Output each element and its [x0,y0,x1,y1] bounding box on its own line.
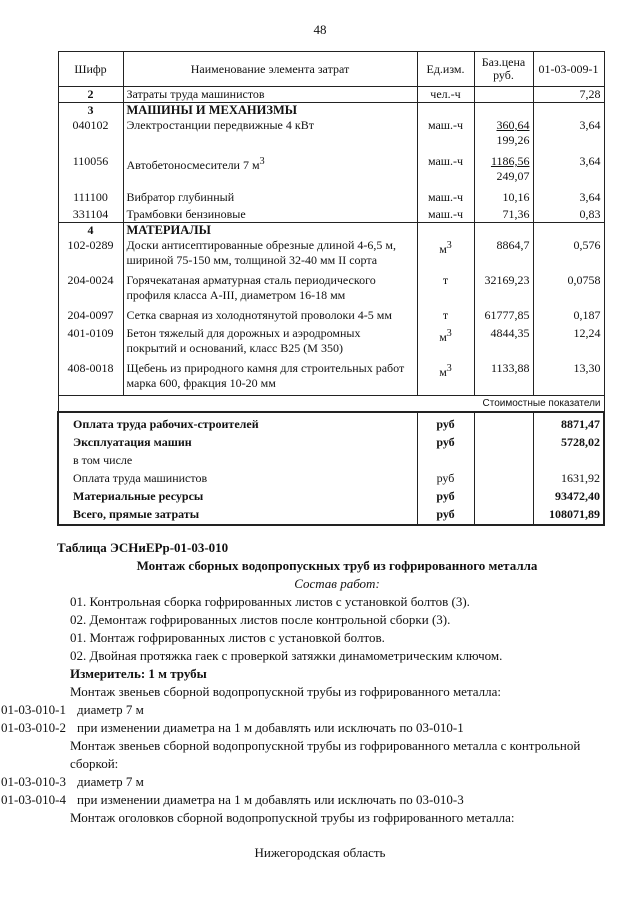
row-code: 111100 [58,184,123,205]
header-unit: Ед.изм. [417,52,474,87]
group-heading: Монтаж звеньев сборной водопропускной трубы из гофрированного металла с контрольной сборкой: [70,738,581,771]
row-code: 102-0289 [58,238,123,268]
row-name-sup: 3 [259,156,265,167]
summary-unit: руб [417,432,474,450]
cost-table [57,51,605,526]
row-name: Щебень из природного камня для строительных работ марка 600, фракция 10-20 мм [123,356,417,396]
row-unit-sup: 3 [446,328,452,339]
row-price: 10,16 [474,184,533,205]
item-text: диаметр 7 м [77,702,144,717]
page-footer: Нижегородская область [254,845,386,860]
table-row [58,238,604,268]
summary-row [58,468,604,486]
header-name: Наименование элемента затрат [123,52,417,87]
work-item: 01. Контрольная сборка гофрированных листов с установкой болтов (3). [70,594,470,609]
table-row [58,356,604,396]
row-code: 110056 [58,148,123,184]
row-price: 32169,23 [474,268,533,303]
row-code: 2 [58,87,123,103]
item-code: 01-03-010-1 [1,702,66,717]
row-price: 71,36 [474,205,533,223]
row-unit [417,323,474,356]
item-code: 01-03-010-2 [1,720,66,735]
row-value: 12,24 [533,323,604,356]
table-row [58,118,604,148]
summary-unit: руб [417,468,474,486]
table-number-title: Таблица ЭСНиЕРр-01-03-010 [57,540,229,555]
row-price: 4844,35 [474,323,533,356]
row-code: 3 [58,103,123,119]
table-row [58,323,604,356]
row-price [474,148,533,184]
summary-row [58,486,604,504]
section-title: МАШИНЫ И МЕХАНИЗМЫ [123,103,417,119]
row-unit: маш.-ч [417,148,474,184]
page-number: 48 [313,22,327,37]
work-item: 01. Монтаж гофрированных листов с установкой болтов. [70,630,385,645]
row-price [474,87,533,103]
row-price-main: 1186,56 [490,154,530,168]
summary-unit: руб [417,504,474,525]
item-code: 01-03-010-3 [1,774,66,789]
row-unit: т [417,268,474,303]
row-name: Трамбовки бензиновые [123,205,417,223]
summary-value: 93472,40 [533,486,604,504]
row-value: 0,83 [533,205,604,223]
summary-value: 1631,92 [533,468,604,486]
table-row [58,205,604,223]
row-value: 7,28 [533,87,604,103]
summary-name: Эксплуатация машин [58,432,417,450]
row-unit-sup: 3 [446,363,452,374]
summary-value: 8871,47 [533,412,604,432]
summary-name: Всего, прямые затраты [58,504,417,525]
row-unit: маш.-ч [417,184,474,205]
row-code: 4 [58,223,123,239]
header-value: 01-03-009-1 [533,52,604,87]
row-price: 61777,85 [474,303,533,323]
summary-value: 5728,02 [533,432,604,450]
code-item [1,701,617,719]
header-price [474,52,533,87]
code-item [1,791,617,809]
summary-name: Оплата труда машинистов [58,468,417,486]
summary-row [58,450,604,468]
code-item [1,773,617,791]
summary-name: Оплата труда рабочих-строителей [58,412,417,432]
row-name: Затраты труда машинистов [123,87,417,103]
code-item [1,719,617,737]
row-name: Доски антисептированные обрезные длиной 4-6,5 м, шириной 75-150 мм, толщиной 32-40 мм II сорта [123,238,417,268]
summary-row [58,412,604,432]
group-heading: Монтаж оголовков сборной водопропускной трубы из гофрированного металла: [70,810,515,825]
table-row [58,184,604,205]
header-price-line2: руб. [493,68,514,82]
section-row [58,223,604,239]
row-name: Бетон тяжелый для дорожных и аэродромных покрытий и оснований, класс B25 (М 350) [123,323,417,356]
section2 [1,539,617,827]
row-unit-text: м [439,242,447,256]
row-unit-text: м [439,365,447,379]
row-value: 13,30 [533,356,604,396]
row-name-text: Автобетоносмесители 7 м [126,158,260,172]
row-name: Электростанции передвижные 4 кВт [123,118,417,148]
row-price-main: 360,64 [496,118,530,132]
cost-indicators-label: Стоимостные показатели [58,396,604,413]
row-name [123,148,417,184]
summary-unit: руб [417,486,474,504]
row-price-secondary: 199,26 [496,133,530,147]
row-unit [417,356,474,396]
composition-label: Состав работ: [294,576,380,591]
summary-value [533,450,604,468]
summary-row [58,432,604,450]
item-code: 01-03-010-4 [1,792,66,807]
row-code: 331104 [58,205,123,223]
row-code: 040102 [58,118,123,148]
row-unit-sup: 3 [446,240,452,251]
row-name: Вибратор глубинный [123,184,417,205]
row-value: 0,0758 [533,268,604,303]
row-unit: т [417,303,474,323]
summary-name: в том числе [58,450,417,468]
summary-value: 108071,89 [533,504,604,525]
row-code: 204-0024 [58,268,123,303]
summary-name: Материальные ресурсы [58,486,417,504]
row-code: 408-0018 [58,356,123,396]
row-price-secondary: 249,07 [496,169,530,183]
row-name: Горячекатаная арматурная сталь периодического профиля класса А-III, диаметром 16-18 мм [123,268,417,303]
section-heading: Монтаж сборных водопропускных труб из гофрированного металла [136,558,538,573]
row-value: 3,64 [533,184,604,205]
work-item: 02. Двойная протяжка гаек с проверкой затяжки динамометрическим ключом. [70,648,503,663]
header-code: Шифр [58,52,123,87]
row-value: 0,576 [533,238,604,268]
row-unit: маш.-ч [417,118,474,148]
table-row [58,303,604,323]
group-heading: Монтаж звеньев сборной водопропускной трубы из гофрированного металла: [70,684,502,699]
item-text: при изменении диаметра на 1 м добавлять или исключать по 03-010-1 [77,720,464,735]
cost-indicators-row [58,396,604,413]
item-text: диаметр 7 м [77,774,144,789]
item-text: при изменении диаметра на 1 м добавлять или исключать по 03-010-3 [77,792,464,807]
row-value: 3,64 [533,148,604,184]
row-price: 8864,7 [474,238,533,268]
work-item: 02. Демонтаж гофрированных листов после контрольной сборки (3). [70,612,451,627]
table-row [58,148,604,184]
row-price: 1133,88 [474,356,533,396]
table-row [58,87,604,103]
section-title: МАТЕРИАЛЫ [123,223,417,239]
row-unit [417,238,474,268]
row-unit-text: м [439,330,447,344]
section-row [58,103,604,119]
row-name: Сетка сварная из холоднотянутой проволоки 4-5 мм [123,303,417,323]
summary-row [58,504,604,525]
row-price [474,118,533,148]
row-value: 3,64 [533,118,604,148]
row-code: 204-0097 [58,303,123,323]
header-price-line1: Баз.цена [481,55,526,69]
meter-label: Измеритель: 1 м трубы [70,666,207,681]
table-row [58,268,604,303]
row-unit: чел.-ч [417,87,474,103]
row-value: 0,187 [533,303,604,323]
summary-unit [417,450,474,468]
summary-unit: руб [417,412,474,432]
row-unit: маш.-ч [417,205,474,223]
row-code: 401-0109 [58,323,123,356]
table-header-row [58,52,604,87]
